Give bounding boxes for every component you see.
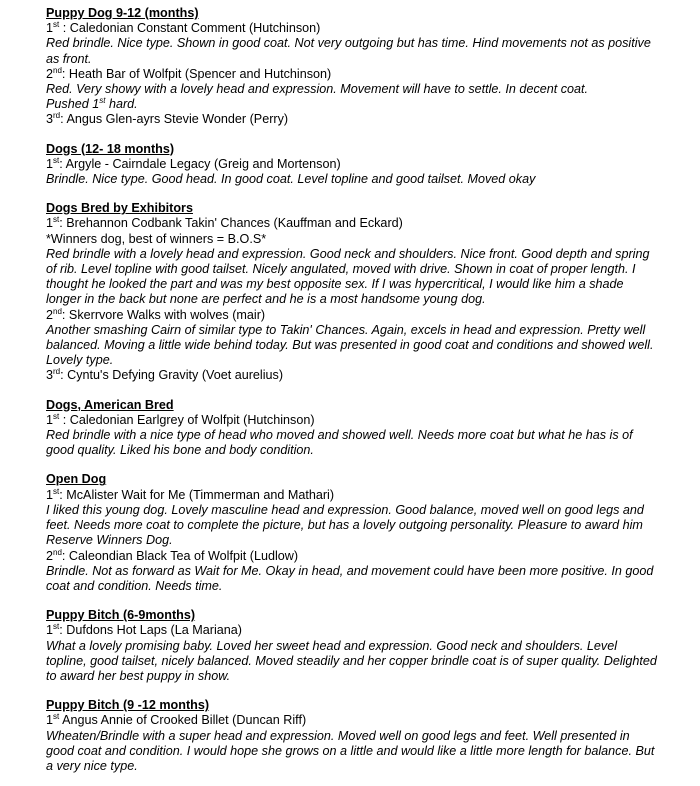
class-section [46,6,660,128]
placement-suffix: nd [53,547,62,557]
judge-critique: Brindle. Not as forward as Wait for Me. Okay in head, and movement could have been more positive. In good coat and condition. Needs time. [46,563,654,593]
dog-name: Caledonian Earlgrey of Wolfpit (Hutchinson) [69,412,315,427]
placement-line [46,308,660,323]
dog-name: Caleondian Black Tea of Wolfpit (Ludlow) [68,548,299,563]
dog-name: McAlister Wait for Me (Timmerman and Mathari) [66,487,335,502]
placement-suffix: st [53,622,60,632]
judge-critique: Brindle. Nice type. Good head. In good coat. Level topline and good tailset. Moved okay [46,172,536,187]
class-heading: Puppy Bitch (9 -12 months) [46,698,210,713]
dog-name: Angus Glen-ayrs Stevie Wonder (Perry) [66,112,289,127]
placement-separator: : [59,21,70,36]
judge-critique: Wheaten/Brindle with a super head and expression. Moved well on good legs and feet. Well presented in good coat and condition. I would hope she grows on a little and would like a little more length for balance. But a very nice type. [46,728,655,773]
placement-separator: : [59,216,67,231]
class-section [46,472,660,594]
class-heading: Puppy Bitch (6-9months) [46,608,196,623]
placement-line [46,549,660,564]
judge-critique-continued [46,97,660,112]
placement-separator: : [60,368,68,383]
placement-separator: : [59,412,70,427]
judge-critique: What a lovely promising baby. Loved her sweet head and expression. Good neck and shoulders. Level topline, good tailset, nicely balanced. Moved steadily and her copper brindle coat is of super quality. Delighted to award her best puppy in show. [46,638,657,683]
placement-line [46,368,660,383]
placement-suffix: nd [53,65,62,75]
placement-separator: : [61,66,69,81]
class-section [46,608,660,684]
class-heading: Dogs (12- 18 months) [46,141,175,156]
placement-suffix: st [53,712,60,722]
class-heading: Dogs, American Bred [46,397,174,412]
class-heading: Puppy Dog 9-12 (months) [46,6,199,20]
judge-critique: Red. Very showy with a lovely head and expression. Movement will have to settle. In decent coat. [46,82,589,97]
placement-ordinal: 2 [46,548,54,563]
class-heading: Dogs Bred by Exhibitors [46,201,193,216]
placement-line [46,21,660,36]
placement-suffix: rd [53,111,61,121]
judge-critique: Another smashing Cairn of similar type to Takin' Chances. Again, excels in head and expression. Pretty well balanced. Moving a little wide behind today. But was presented in good coat and conditions and showed well. Lovely type. [46,322,654,368]
placement-suffix: st [53,20,60,30]
class-section [46,398,660,459]
award-note: *Winners dog, best of winners = B.O.S* [46,231,267,246]
class-heading: Open Dog [46,472,107,487]
dog-name: Skerrvore Walks with wolves (mair) [68,307,266,322]
placement-ordinal: 3 [46,368,54,383]
critique-text: hard. [105,97,138,112]
class-section [46,698,660,774]
placement-line [46,67,660,82]
placement-separator: : [59,623,67,638]
placement-suffix: st [53,155,60,165]
placement-suffix: nd [53,306,62,316]
placement-line [46,623,660,638]
dog-name: Angus Annie of Crooked Billet (Duncan Riff) [62,713,307,728]
placement-line [46,216,660,231]
placement-separator: : [59,487,67,502]
placement-ordinal: 2 [46,66,54,81]
dog-name: Cyntu's Defying Gravity (Voet aurelius) [67,368,284,383]
placement-ordinal: 1 [46,487,54,502]
dog-name: Brehannon Codbank Takin' Chances (Kauffman and Eckard) [66,216,403,231]
critique-text: Pushed 1 [46,97,100,112]
dog-name: Dufdons Hot Laps (La Mariana) [66,623,242,638]
dog-name: Argyle - Cairndale Legacy (Greig and Mortenson) [65,156,341,171]
placement-line [46,157,660,172]
placement-line [46,413,660,428]
placement-separator: : [61,548,69,563]
placement-suffix: st [53,215,60,225]
dog-name: Caledonian Constant Comment (Hutchinson) [69,21,321,36]
placement-ordinal: 1 [46,156,54,171]
placement-ordinal: 2 [46,307,54,322]
dog-name: Heath Bar of Wolfpit (Spencer and Hutchinson) [68,66,332,81]
class-section [46,201,660,383]
placement-line [46,488,660,503]
placement-separator: : [61,307,69,322]
placement-ordinal: 1 [46,21,54,36]
placement-suffix: st [53,411,60,421]
placement-separator: : [59,156,66,171]
judge-critique: Red brindle with a nice type of head who moved and showed well. Needs more coat but what he has is of good quality. Liked his bone and body condition. [46,428,633,458]
placement-line [46,713,660,728]
placement-ordinal: 1 [46,216,54,231]
judge-critique: Red brindle. Nice type. Shown in good coat. Not very outgoing but has time. Hind movements not as positive as front. [46,36,651,66]
placement-ordinal: 1 [46,412,54,427]
placement-separator: : [60,112,67,127]
placement-ordinal: 1 [46,623,54,638]
placement-suffix: rd [53,367,61,377]
placement-ordinal: 1 [46,713,54,728]
class-section [46,142,660,188]
placement-suffix: st [53,486,60,496]
critique-suffix: st [99,96,106,106]
placement-line [46,112,660,127]
judge-critique: Red brindle with a lovely head and expression. Good neck and shoulders. Nice front. Good depth and spring of rib. Level topline with good tailset. Nicely angulated, moved with drive. Shown in coat of proper length. I thought he looked the part and was my best opposite sex. If I was hypercritical, I would like him a shade longer in the back but none are perfect and he is a most handsome young dog. [46,246,650,307]
judge-critique: I liked this young dog. Lovely masculine head and expression. Good balance, moved well on good legs and feet. Needs more coat to complete the picture, but has a lovely outgoing personality. Pleasure to award him Reserve Winners Dog. [46,502,644,548]
placement-ordinal: 3 [46,112,54,127]
